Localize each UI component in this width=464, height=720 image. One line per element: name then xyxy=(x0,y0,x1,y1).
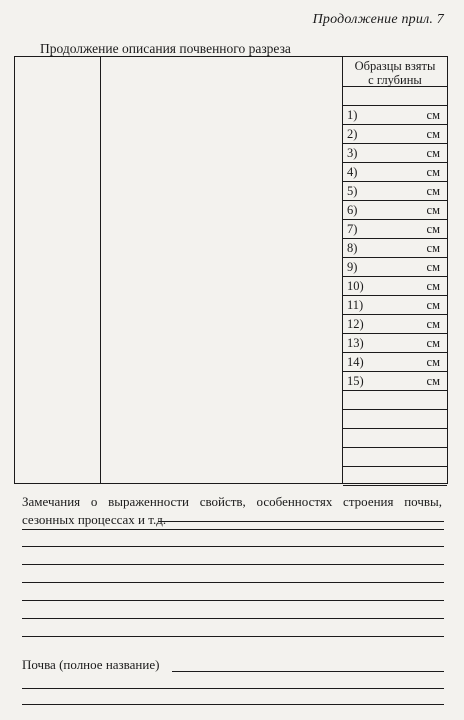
sample-unit: см xyxy=(426,127,440,141)
sample-number: 12) xyxy=(347,317,364,331)
remarks-writing-line[interactable] xyxy=(22,529,444,530)
remarks-label: Замечания о выраженности свойств, особенностях строения почвы, сезонных процессах и т.д. xyxy=(22,494,442,527)
sample-row[interactable] xyxy=(343,220,447,239)
sample-number: 14) xyxy=(347,355,364,369)
soil-name-label: Почва (полное название) xyxy=(22,657,160,672)
sample-row[interactable] xyxy=(343,258,447,277)
sample-row[interactable] xyxy=(343,448,447,467)
sample-row[interactable] xyxy=(343,201,447,220)
sample-unit: см xyxy=(426,108,440,122)
sample-row[interactable] xyxy=(343,429,447,448)
sample-number: 15) xyxy=(347,374,364,388)
sample-number: 10) xyxy=(347,279,364,293)
sample-unit: см xyxy=(426,222,440,236)
samples-header-line2: с глубины xyxy=(368,73,422,87)
sample-row[interactable] xyxy=(343,296,447,315)
sample-number: 6) xyxy=(347,203,358,217)
sample-number: 3) xyxy=(347,146,358,160)
remarks-writing-line[interactable] xyxy=(22,600,444,601)
sample-row[interactable] xyxy=(343,239,447,258)
sample-number: 8) xyxy=(347,241,358,255)
remarks-writing-line[interactable] xyxy=(22,564,444,565)
sample-unit: см xyxy=(426,146,440,160)
sample-unit: см xyxy=(426,165,440,179)
remarks-writing-line[interactable] xyxy=(22,546,444,547)
soil-name-field[interactable] xyxy=(172,671,444,672)
sample-row[interactable] xyxy=(343,410,447,429)
sample-number: 7) xyxy=(347,222,358,236)
sample-number: 11) xyxy=(347,298,364,312)
sample-rows xyxy=(343,106,447,486)
sample-number: 1) xyxy=(347,108,358,122)
sample-row[interactable] xyxy=(343,467,447,486)
sample-row[interactable] xyxy=(343,163,447,182)
soil-writing-line[interactable] xyxy=(22,688,444,689)
sample-unit: см xyxy=(426,317,440,331)
sample-number: 13) xyxy=(347,336,364,350)
sample-row[interactable] xyxy=(343,391,447,410)
remarks-writing-line[interactable] xyxy=(22,582,444,583)
sample-row[interactable] xyxy=(343,315,447,334)
sample-unit: см xyxy=(426,203,440,217)
remarks-writing-line[interactable] xyxy=(158,521,444,522)
remarks-writing-line[interactable] xyxy=(22,618,444,619)
section-title: Продолжение описания почвенного разреза xyxy=(40,41,291,56)
samples-column xyxy=(343,57,447,483)
table-column-divider-1 xyxy=(100,57,101,483)
appendix-continuation-label: Продолжение прил. 7 xyxy=(312,12,444,27)
sample-row[interactable] xyxy=(343,106,447,125)
sample-unit: см xyxy=(426,336,440,350)
sample-row[interactable] xyxy=(343,277,447,296)
sample-number: 2) xyxy=(347,127,358,141)
sample-unit: см xyxy=(426,184,440,198)
sample-unit: см xyxy=(426,241,440,255)
sample-unit: см xyxy=(426,374,440,388)
samples-header-line1: Образцы взяты xyxy=(354,59,436,73)
sample-number: 9) xyxy=(347,260,358,274)
sample-number: 5) xyxy=(347,184,358,198)
sample-row[interactable] xyxy=(343,182,447,201)
sample-unit: см xyxy=(426,260,440,274)
sample-number: 4) xyxy=(347,165,358,179)
sample-unit: см xyxy=(426,279,440,293)
sample-row[interactable] xyxy=(343,125,447,144)
remarks-writing-line[interactable] xyxy=(22,636,444,637)
soil-writing-line[interactable] xyxy=(22,704,444,705)
sample-unit: см xyxy=(426,355,440,369)
sample-row[interactable] xyxy=(343,144,447,163)
sample-row-blank[interactable] xyxy=(343,87,447,106)
soil-profile-table xyxy=(14,56,448,484)
sample-row[interactable] xyxy=(343,334,447,353)
sample-unit: см xyxy=(426,298,440,312)
sample-row[interactable] xyxy=(343,353,447,372)
samples-header xyxy=(343,57,447,87)
sample-row[interactable] xyxy=(343,372,447,391)
